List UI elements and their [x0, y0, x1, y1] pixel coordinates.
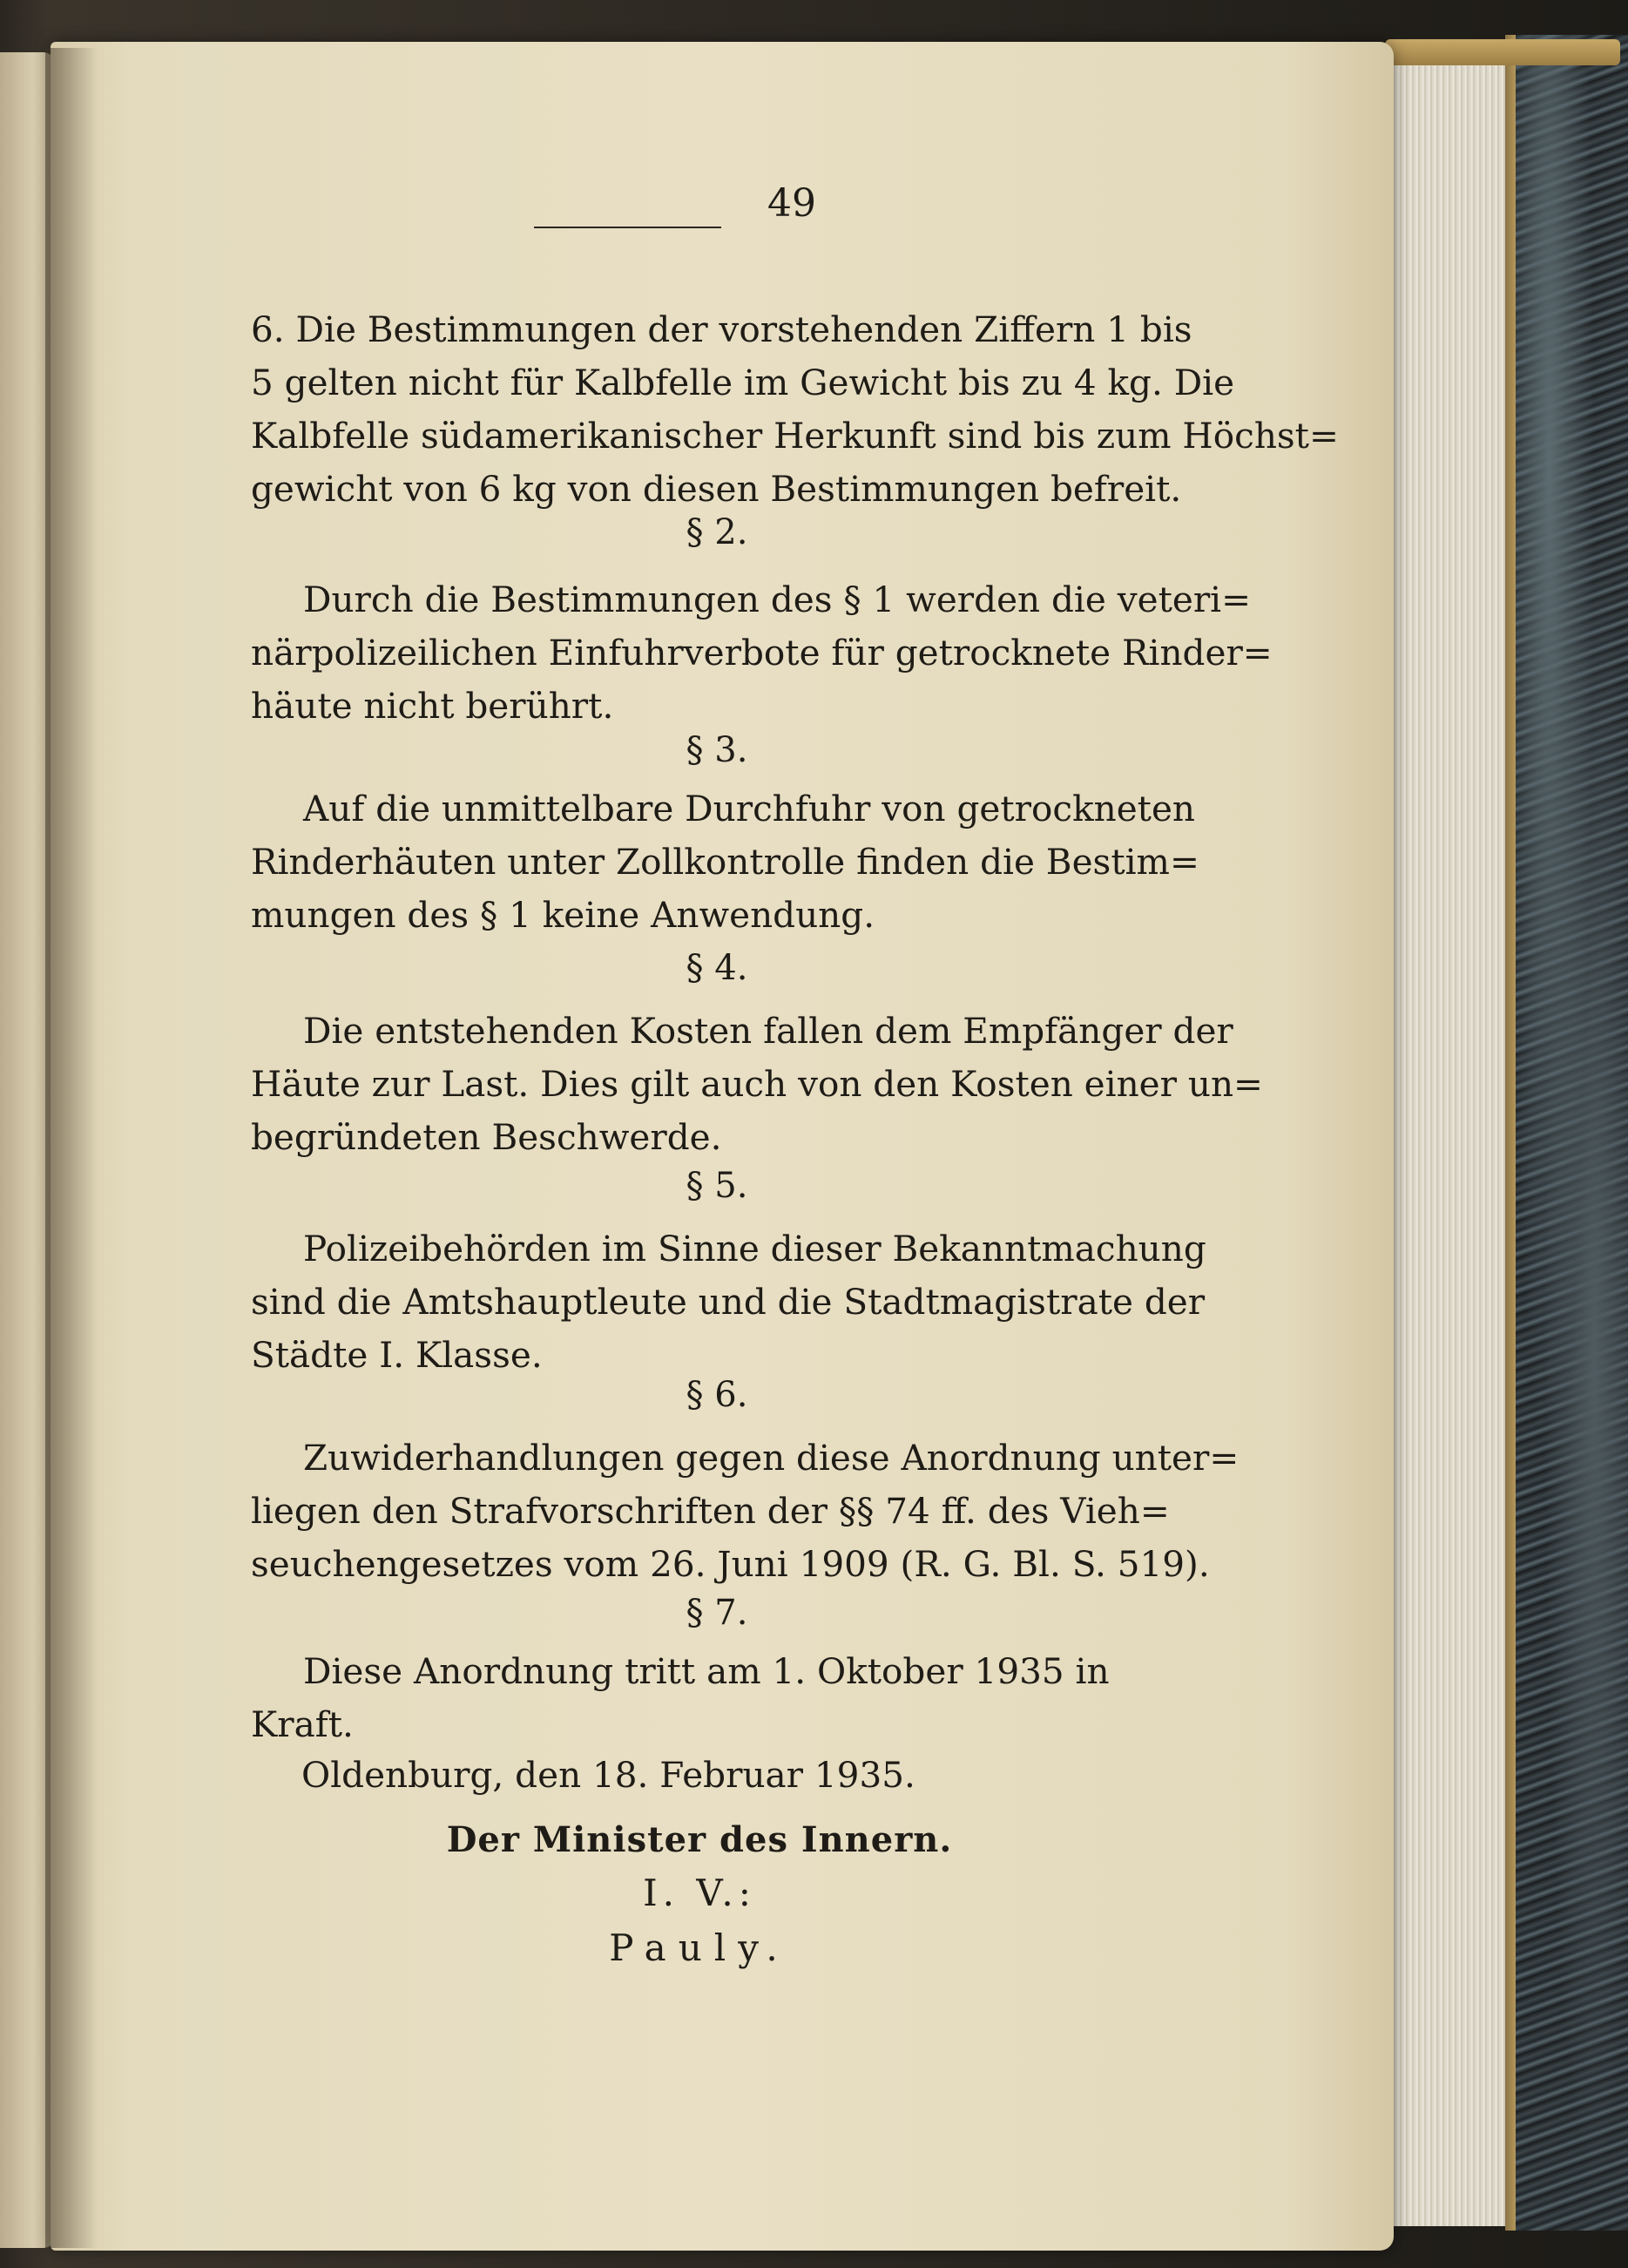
text-line: Zuwiderhandlungen gegen diese Anordnung unter= — [303, 1437, 1240, 1479]
page-content — [51, 42, 1394, 2251]
date-place-line: Oldenburg, den 18. Februar 1935. — [301, 1754, 915, 1796]
paragraph-item-6 — [251, 303, 1339, 516]
text-line: Polizeibehörden im Sinne dieser Bekanntmachung — [303, 1228, 1206, 1269]
gutter-shadow — [45, 48, 98, 2248]
text-line: 6. Die Bestimmungen der vorstehenden Ziffern 1 bis — [251, 308, 1192, 350]
section-heading-2: § 2. — [686, 512, 748, 552]
section-heading-6: § 6. — [686, 1375, 748, 1415]
page-stack-edges — [1390, 52, 1517, 2226]
text-line: 5 gelten nicht für Kalbfelle im Gewicht bis zu 4 kg. Die — [251, 362, 1235, 403]
text-line: Kalbfelle südamerikanischer Herkunft sind bis zum Höchst= — [251, 415, 1339, 457]
text-line: närpolizeilichen Einfuhrverbote für getrocknete Rinder= — [251, 632, 1273, 674]
text-line: Städte I. Klasse. — [251, 1334, 543, 1376]
text-line: Rinderhäuten unter Zollkontrolle finden die Bestim= — [251, 841, 1199, 883]
text-line: sind die Amtshauptleute und die Stadtmagistrate der — [251, 1281, 1206, 1323]
section-3-text — [251, 782, 1199, 942]
text-line: Durch die Bestimmungen des § 1 werden die veteri= — [303, 579, 1252, 620]
text-line: häute nicht berührt. — [251, 685, 614, 727]
text-line: Die entstehenden Kosten fallen dem Empfänger der — [303, 1010, 1233, 1052]
document-page — [51, 42, 1394, 2251]
section-6-text — [251, 1432, 1240, 1591]
text-line: seuchengesetzes vom 26. Juni 1909 (R. G. Bl. S. 519). — [251, 1543, 1210, 1585]
section-heading-7: § 7. — [686, 1593, 748, 1633]
cover-top-edge — [1385, 39, 1620, 65]
section-2-text — [251, 573, 1273, 733]
signing-authority: Der Minister des Innern. — [446, 1819, 953, 1860]
section-heading-5: § 5. — [686, 1166, 748, 1206]
text-line: Kraft. — [251, 1703, 354, 1745]
text-line: liegen den Strafvorschriften der §§ 74 ff. des Vieh= — [251, 1490, 1170, 1532]
page-number-rule — [534, 227, 721, 228]
text-line: begründeten Beschwerde. — [251, 1116, 722, 1158]
on-behalf-marker: I. V.: — [643, 1872, 756, 1914]
text-line: Häute zur Last. Dies gilt auch von den Kosten einer un= — [251, 1063, 1263, 1105]
section-5-text — [251, 1222, 1206, 1382]
section-heading-4: § 4. — [686, 948, 748, 988]
page-number: 49 — [767, 181, 816, 226]
section-7-text — [251, 1645, 1148, 1751]
text-line: mungen des § 1 keine Anwendung. — [251, 894, 875, 936]
marbled-cover — [1516, 35, 1628, 2231]
text-line: Auf die unmittelbare Durchfuhr von getrockneten — [303, 788, 1195, 829]
section-4-text — [251, 1005, 1263, 1164]
text-line: Diese Anordnung tritt am 1. Oktober 1935 in — [303, 1650, 1110, 1692]
section-heading-3: § 3. — [686, 730, 748, 770]
text-line: gewicht von 6 kg von diesen Bestimmungen befreit. — [251, 468, 1182, 510]
signatory-name: Pauly. — [609, 1926, 790, 1969]
